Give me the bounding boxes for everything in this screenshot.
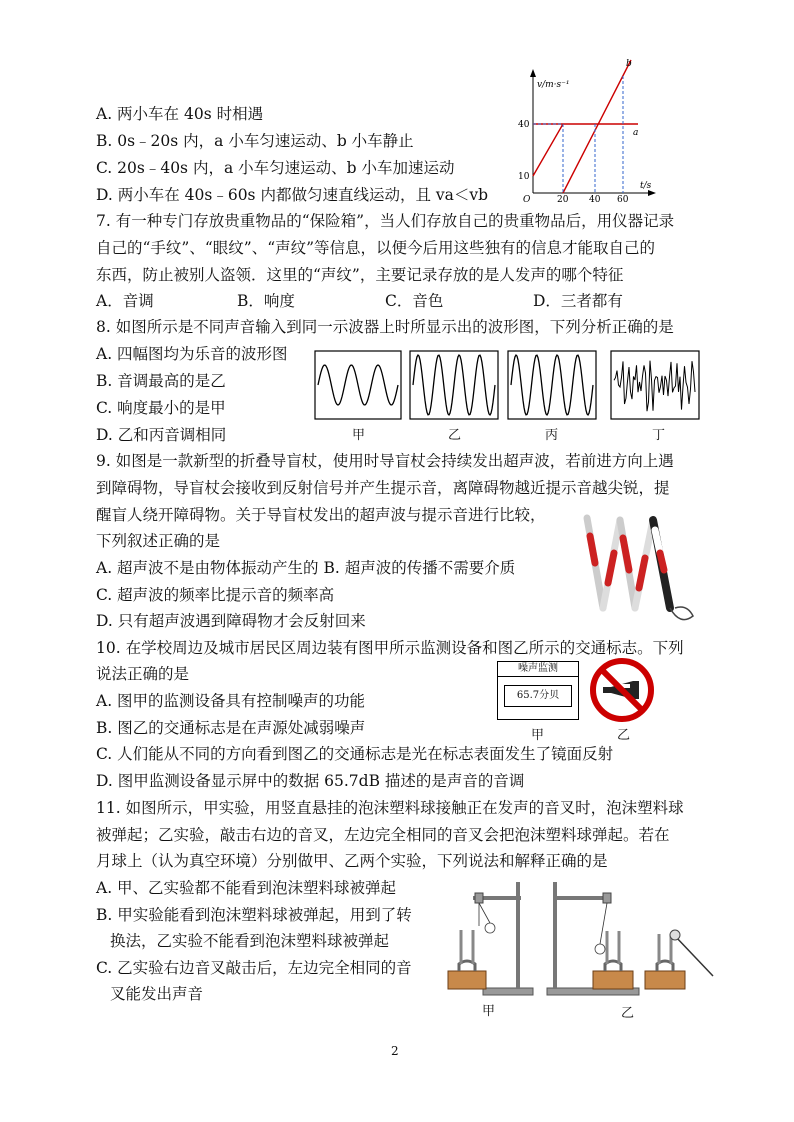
q8-waveform-ding bbox=[610, 350, 700, 420]
q8-waveform-bing bbox=[507, 350, 597, 420]
q10-caption-jia: 甲 bbox=[531, 728, 545, 743]
q10-option-c: C. 人们能从不同的方向看到图乙的交通标志是光在标志表面发生了镜面反射 bbox=[96, 745, 614, 763]
noise-monitor-title: 噪声监测 bbox=[498, 662, 578, 677]
q9-stem-line3: 醒盲人绕开障碍物。关于导盲杖发出的超声波与提示音进行比较， bbox=[96, 506, 546, 524]
q9-option-d: D. 只有超声波遇到障碍物才会反射回来 bbox=[96, 612, 366, 630]
folding-cane-image bbox=[575, 508, 710, 628]
graph-ytick-10: 10 bbox=[518, 172, 530, 182]
graph-xlabel: t/s bbox=[640, 181, 652, 191]
q6-option-d: D. 两小车在 40s﹣60s 内都做匀速直线运动，且 va＜vb bbox=[96, 186, 489, 204]
q8-stem: 8. 如图所示是不同声音输入到同一示波器上时所显示出的波形图，下列分析正确的是 bbox=[96, 318, 674, 336]
q8-option-d: D. 乙和丙音调相同 bbox=[96, 426, 227, 444]
graph-xtick-40: 40 bbox=[589, 195, 601, 203]
graph-label-b: b bbox=[626, 59, 632, 69]
q10-stem-line2: 说法正确的是 bbox=[96, 665, 190, 683]
q7-stem-line1: 7. 有一种专门存放贵重物品的“保险箱”，当人们存放自己的贵重物品后，用仪器记录 bbox=[96, 212, 675, 230]
graph-xtick-60: 60 bbox=[617, 195, 629, 203]
q8-caption-jia: 甲 bbox=[352, 428, 366, 443]
q9-stem-line2: 到障碍物，导盲杖会接收到反射信号并产生提示音，离障碍物越近提示音越尖锐，提 bbox=[96, 479, 670, 497]
q11-caption-jia: 甲 bbox=[482, 1004, 496, 1019]
no-honking-sign bbox=[589, 657, 655, 723]
q11-option-c-line2: 叉能发出声音 bbox=[110, 985, 204, 1003]
q9-stem-line1: 9. 如图是一款新型的折叠导盲杖，使用时导盲杖会持续发出超声波，若前进方向上遇 bbox=[96, 452, 674, 470]
noise-monitor-display bbox=[497, 661, 579, 720]
q9-option-ab: A. 超声波不是由物体振动产生的 B. 超声波的传播不需要介质 bbox=[96, 559, 516, 577]
page-number: 2 bbox=[391, 1044, 399, 1058]
q10-caption-yi: 乙 bbox=[617, 728, 631, 743]
q8-caption-yi: 乙 bbox=[448, 428, 462, 443]
q7-stem-line2: 自己的“手纹”、“眼纹”、“声纹”等信息，以便今后用这些独有的信息才能取自己的 bbox=[96, 239, 656, 257]
q7-stem-line3: 东西，防止被别人盗领．这里的“声纹”，主要记录存放的是人发声的哪个特征 bbox=[96, 266, 624, 284]
q11-option-b-line1: B. 甲实验能看到泡沫塑料球被弹起，用到了转 bbox=[96, 906, 412, 924]
q6-option-b: B. 0s﹣20s 内，a 小车匀速运动、b 小车静止 bbox=[96, 132, 414, 150]
q7-option-b: B．响度 bbox=[237, 292, 295, 310]
graph-xtick-20: 20 bbox=[557, 195, 569, 203]
q7-option-a: A．音调 bbox=[96, 292, 154, 310]
q6-vt-graph bbox=[510, 55, 660, 203]
q8-option-b: B. 音调最高的是乙 bbox=[96, 372, 226, 390]
graph-ytick-40: 40 bbox=[518, 120, 530, 130]
q10-stem-line1: 10. 在学校周边及城市居民区周边装有图甲所示监测设备和图乙所示的交通标志。下列 bbox=[96, 639, 684, 657]
q8-waveform-jia bbox=[314, 350, 402, 420]
q7-option-c: C．音色 bbox=[385, 292, 444, 310]
noise-monitor-value: 65.7分贝 bbox=[504, 685, 572, 707]
q11-caption-yi: 乙 bbox=[621, 1006, 635, 1021]
tuning-fork-experiment-yi bbox=[545, 876, 720, 1000]
q10-option-a: A. 图甲的监测设备具有控制噪声的功能 bbox=[96, 692, 366, 710]
q11-stem-line3: 月球上（认为真空环境）分别做甲、乙两个实验，下列说法和解释正确的是 bbox=[96, 852, 608, 870]
q11-stem-line2: 被弹起；乙实验，敲击右边的音叉，左边完全相同的音叉会把泡沫塑料球弹起。若在 bbox=[96, 826, 670, 844]
q8-caption-ding: 丁 bbox=[652, 428, 666, 443]
q6-option-a: A. 两小车在 40s 时相遇 bbox=[96, 105, 264, 123]
q6-option-c: C. 20s﹣40s 内，a 小车匀速运动、b 小车加速运动 bbox=[96, 159, 455, 177]
graph-origin: O bbox=[523, 195, 531, 203]
graph-label-a: a bbox=[633, 128, 639, 138]
q8-waveform-yi bbox=[409, 350, 499, 420]
tuning-fork-experiment-jia bbox=[445, 878, 545, 1000]
graph-ylabel: v/m·s⁻¹ bbox=[537, 80, 570, 90]
q8-caption-bing: 丙 bbox=[545, 428, 559, 443]
q9-stem-line4: 下列叙述正确的是 bbox=[96, 532, 221, 550]
q8-option-c: C. 响度最小的是甲 bbox=[96, 399, 226, 417]
q11-option-a: A. 甲、乙实验都不能看到泡沫塑料球被弹起 bbox=[96, 879, 397, 897]
q11-option-b-line2: 换法，乙实验不能看到泡沫塑料球被弹起 bbox=[110, 932, 390, 950]
q11-option-c-line1: C. 乙实验右边音叉敲击后，左边完全相同的音 bbox=[96, 959, 412, 977]
q8-option-a: A. 四幅图均为乐音的波形图 bbox=[96, 345, 288, 363]
q7-option-d: D．三者都有 bbox=[533, 292, 623, 310]
q9-option-c: C. 超声波的频率比提示音的频率高 bbox=[96, 586, 335, 604]
q11-stem-line1: 11. 如图所示，甲实验，用竖直悬挂的泡沫塑料球接触正在发声的音叉时，泡沫塑料球 bbox=[96, 799, 684, 817]
q10-option-b: B. 图乙的交通标志是在声源处减弱噪声 bbox=[96, 719, 366, 737]
q10-option-d: D. 图甲监测设备显示屏中的数据 65.7dB 描述的是声音的音调 bbox=[96, 772, 525, 790]
